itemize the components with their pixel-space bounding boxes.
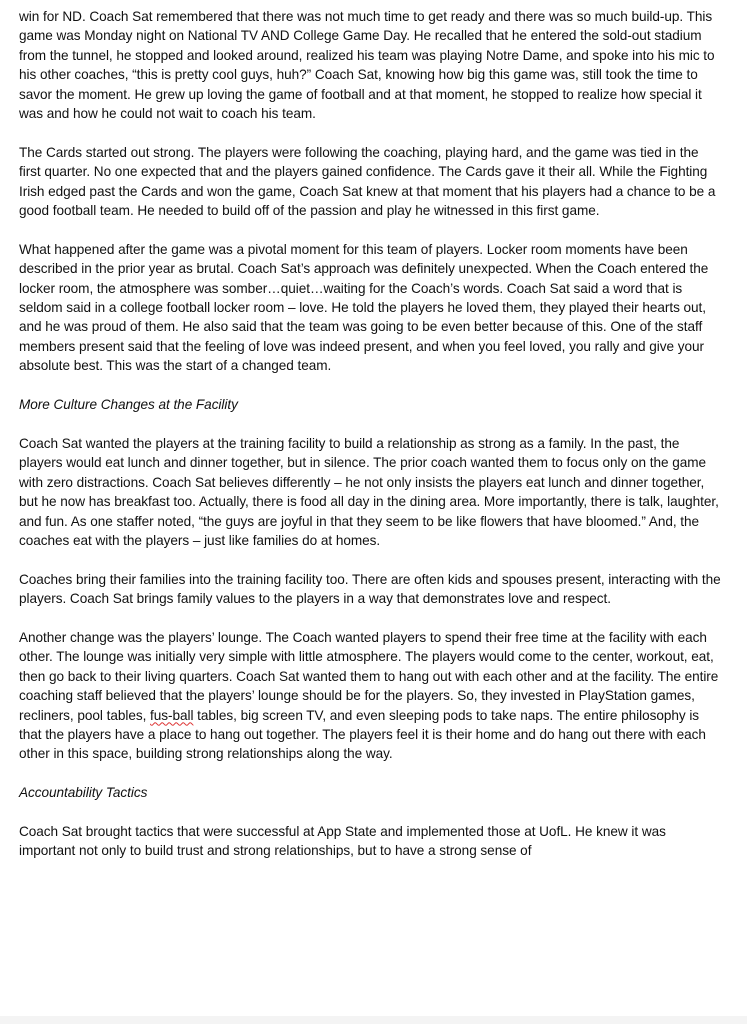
document-body (19, 7, 723, 861)
spellcheck-flagged-word[interactable]: fus-ball (150, 707, 194, 723)
page-bottom-edge (0, 1016, 747, 1024)
paragraph-locker-room: What happened after the game was a pivotal moment for this team of players. Locker room moments have been described in the prior year as brutal. Coach Sat’s approach was definitely unexpected. When the Coach entered the locker room, the atmosphere was somber…quiet…waiting for the Coach’s words. Coach Sat said a word that is seldom said in a college football locker room – love. He told the players he loved them, they played their hearts out, and he was proud of them. He also said that the team was going to be even better because of this. One of the staff members present said that the feeling of love was indeed present, and when you feel loved, you rally and give your absolute best. This was the start of a changed team. (19, 241, 709, 374)
section-heading-accountability: Accountability Tactics (19, 785, 148, 801)
paragraph-coaches-families: Coaches bring their families into the training facility too. There are often kids and spouses present, interacting with the players. Coach Sat brings family values to the players in a way that demonstrates love and respect. (19, 571, 721, 607)
section-heading-culture-changes: More Culture Changes at the Facility (19, 397, 238, 413)
paragraph-notre-dame-game: win for ND. Coach Sat remembered that there was not much time to get ready and there was so much build-up. This game was Monday night on National TV AND College Game Day. He recalled that he entered the sold-out stadium from the tunnel, he stopped and looked around, realized his team was playing Notre Dame, and spoke into his mic to his other coaches, “this is pretty cool guys, huh?” Coach Sat, knowing how big this game was, still took the time to savor the moment. He grew up loving the game of football and at that moment, he stopped to realize how special it was and how he could not wait to coach his team. (19, 9, 715, 122)
paragraph-accountability-tactics: Coach Sat brought tactics that were successful at App State and implemented those at UofL. He knew it was important not only to build trust and strong relationships, but to have a strong sense of (19, 823, 666, 859)
paragraph-family-relationship: Coach Sat wanted the players at the training facility to build a relationship as strong as a family. In the past, the players would eat lunch and dinner together, but in silence. The prior coach wanted them to focus only on the game with zero distractions. Coach Sat believes differently – he not only insists the players eat lunch and dinner together, but he now has breakfast too. Actually, there is food all day in the dining area. More importantly, there is talk, laughter, and fun. As one staffer noted, “the guys are joyful in that they seem to be like flowers that have bloomed.” And, the coaches eat with the players – just like families do at homes. (19, 435, 719, 548)
paragraph-cards-started-strong: The Cards started out strong. The players were following the coaching, playing hard, and the game was tied in the first quarter. No one expected that and the players gained confidence. The Cards gave it their all. While the Fighting Irish edged past the Cards and won the game, Coach Sat knew at that moment that his players had a chance to be a good football team. He needed to build off of the passion and play he witnessed in this first game. (19, 144, 716, 219)
paragraph-players-lounge: Another change was the players’ lounge. The Coach wanted players to spend their free time at the facility with each other. The lounge was initially very simple with little atmosphere. The players would come to the center, workout, eat, then go back to their living quarters. Coach Sat wanted them to hang out with each other and at the facility. The entire coaching staff believed that the players’ lounge should be for the players. So, they invested in PlayStation games, recliners, pool tables, fus-ball tables, big screen TV, and even sleeping pods to take naps. The entire philosophy is that the players have a place to hang out together. The players feel it is their home and do hang out there with each other in this space, building strong relationships along the way. (19, 629, 719, 762)
